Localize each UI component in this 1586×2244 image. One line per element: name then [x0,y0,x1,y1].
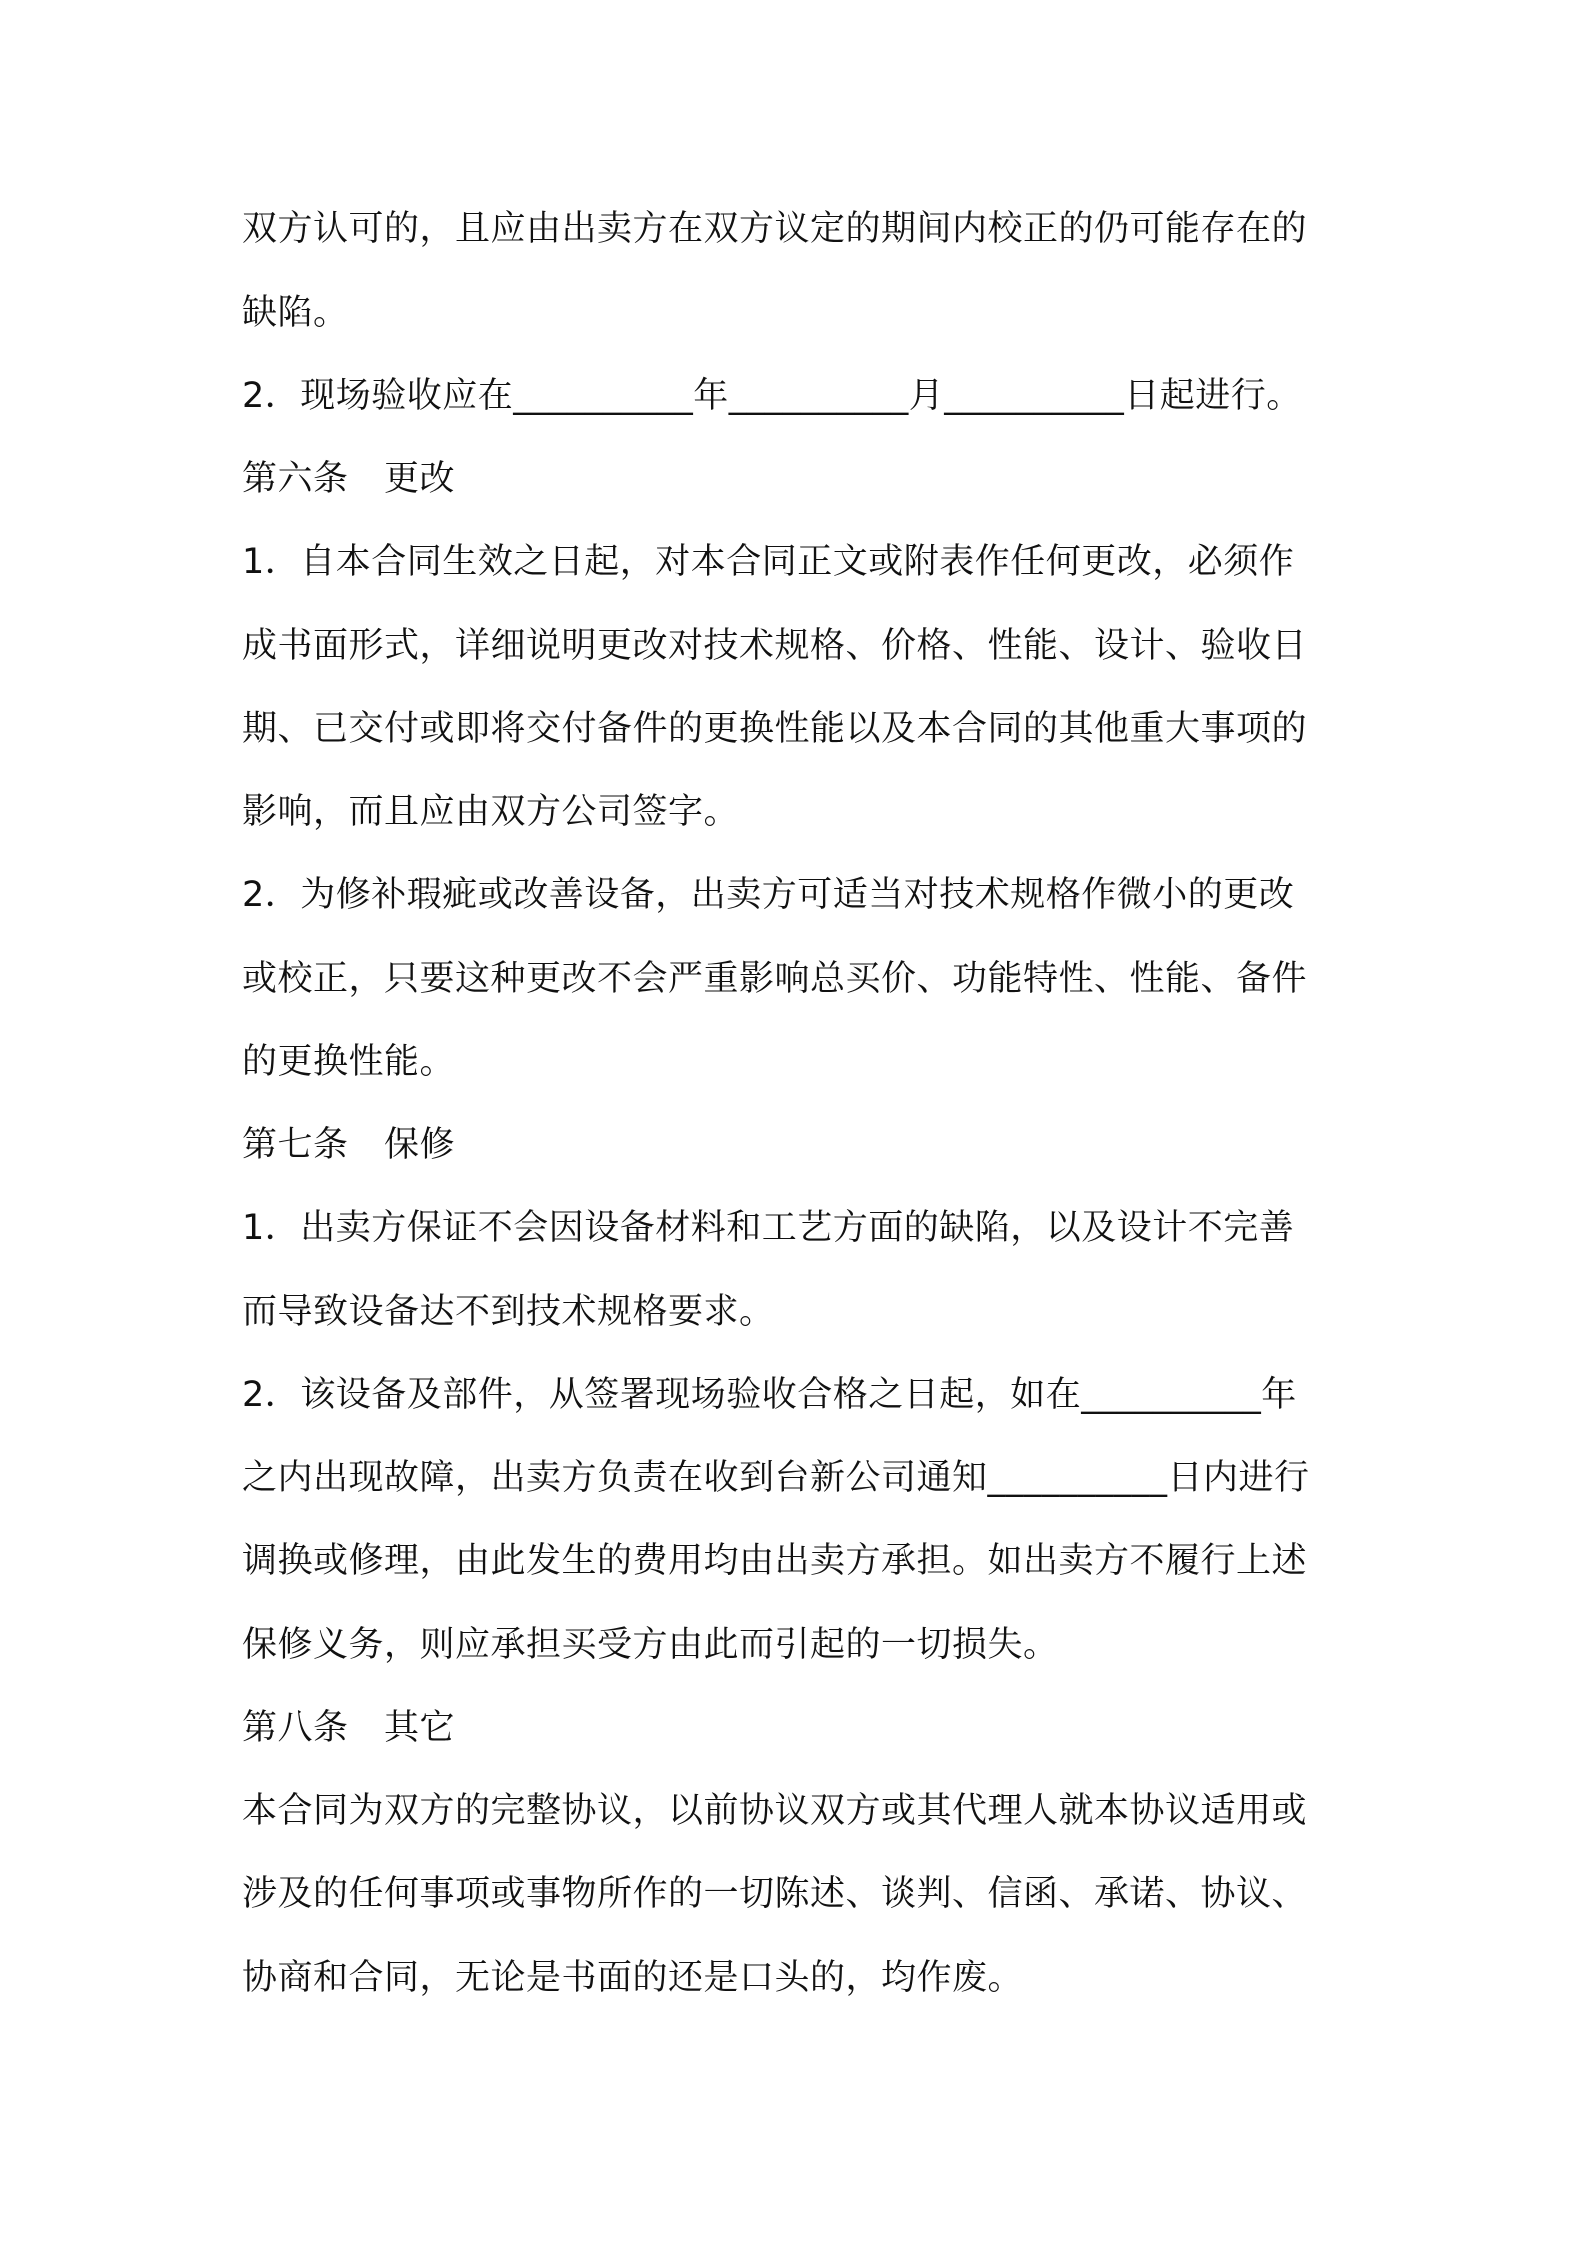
text-line: 保修义务，则应承担买受方由此而引起的一切损失。 [242,1625,1059,1665]
text-line: 2．为修补瑕疵或改善设备，出卖方可适当对技术规格作微小的更改 [242,875,1295,915]
section-heading: 第六条 更改 [242,459,456,499]
text-line: 涉及的任何事项或事物所作的一切陈述、谈判、信函、承诺、协议、 [242,1874,1308,1914]
text-line: 而导致设备达不到技术规格要求。 [242,1292,775,1332]
section-heading: 第八条 其它 [242,1708,456,1748]
text-line: 的更换性能。 [242,1042,456,1082]
section-heading: 第七条 保修 [242,1125,456,1165]
text-line: 2．该设备及部件，从签署现场验收合格之日起，如在__________年 [242,1375,1297,1415]
text-line: 调换或修理，由此发生的费用均由出卖方承担。如出卖方不履行上述 [242,1541,1308,1581]
text-line: 之内出现故障，出卖方负责在收到台新公司通知__________日内进行 [242,1458,1310,1498]
text-line: 1．自本合同生效之日起，对本合同正文或附表作任何更改，必须作 [242,542,1295,582]
text-line: 双方认可的，且应由出卖方在双方议定的期间内校正的仍可能存在的 [242,209,1308,249]
text-line: 2．现场验收应在__________年__________月__________日起进行。 [242,376,1302,416]
text-line: 影响，而且应由双方公司签字。 [242,792,740,832]
text-line: 或校正，只要这种更改不会严重影响总买价、功能特性、性能、备件 [242,959,1308,999]
text-line: 协商和合同，无论是书面的还是口头的，均作废。 [242,1958,1024,1998]
text-line: 1．出卖方保证不会因设备材料和工艺方面的缺陷，以及设计不完善 [242,1208,1295,1248]
text-line: 缺陷。 [242,293,349,333]
text-line: 期、已交付或即将交付备件的更换性能以及本合同的其他重大事项的 [242,709,1308,749]
text-line: 本合同为双方的完整协议，以前协议双方或其代理人就本协议适用或 [242,1791,1308,1831]
text-line: 成书面形式，详细说明更改对技术规格、价格、性能、设计、验收日 [242,626,1308,666]
